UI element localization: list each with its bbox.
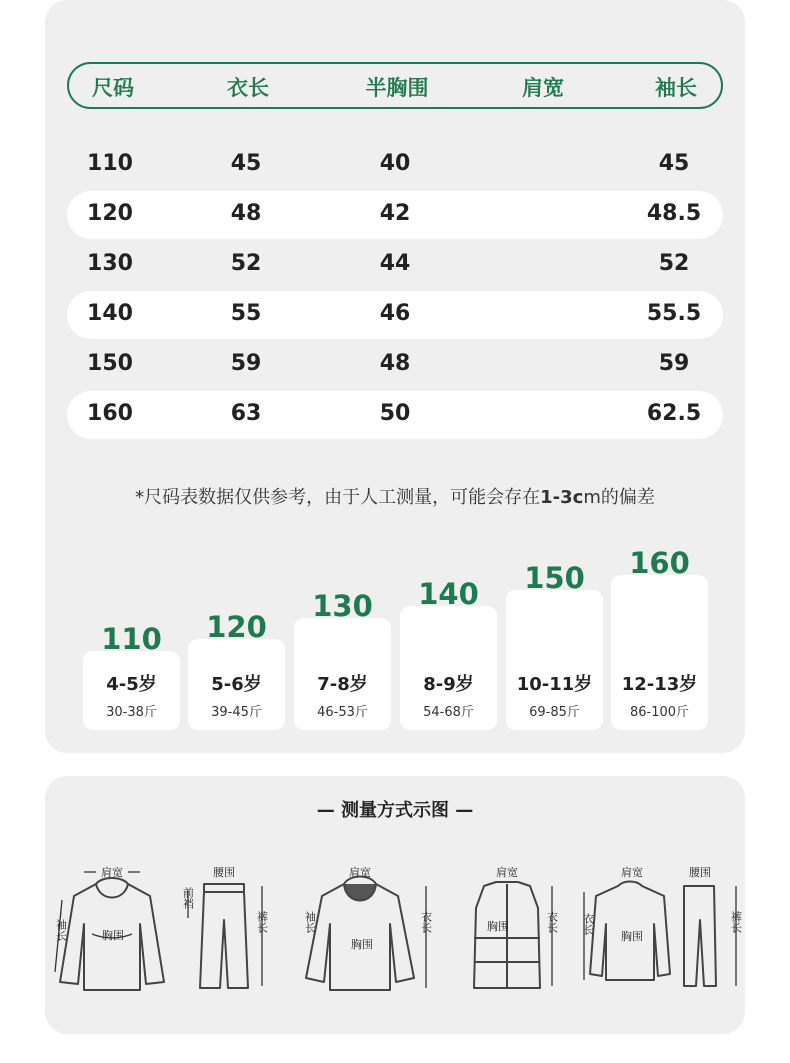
hoodie-icon [52,862,172,997]
svg-text:裤长: 裤长 [255,911,269,933]
disclaimer-note: *尺码表数据仅供参考，由于人工测量，可能会存在1-3cm的偏差 [135,487,655,508]
vest-diagram [456,862,566,997]
table-row [67,391,723,439]
cell-chest: 44 [379,251,411,276]
header-chest: 半胸围 [365,76,429,100]
cell-length: 48 [230,201,262,226]
svg-text:裤长: 裤长 [729,911,743,933]
cell-size: 160 [87,401,133,426]
size-card-140: 140 8-9岁 54-68斤 [400,606,497,730]
header-length: 衣长 [227,76,269,100]
svg-text:胸围: 胸围 [102,929,124,942]
header-sleeve: 袖长 [655,76,697,100]
cell-sleeve: 59 [658,351,690,376]
cell-chest: 46 [379,301,411,326]
cell-sleeve: 52 [658,251,690,276]
svg-text:衣长: 衣长 [545,911,559,933]
cell-size: 130 [87,251,133,276]
cell-length: 45 [230,151,262,176]
table-row [67,341,723,389]
cell-size: 140 [87,301,133,326]
svg-text:肩宽: 肩宽 [349,866,371,879]
pants-diagram [178,862,270,997]
cell-size: 150 [87,351,133,376]
svg-text:衣长: 衣长 [419,911,433,933]
measure-guide-title: — 测量方式示图 — [316,800,474,821]
svg-text:肩宽: 肩宽 [101,866,123,879]
size-card-110: 110 4-5岁 30-38斤 [83,651,180,730]
cell-sleeve: 55.5 [646,301,702,326]
svg-text:袖长: 袖长 [303,911,317,933]
svg-text:袖长: 袖长 [54,919,68,941]
hoodie-diagram [52,862,172,997]
hooded-jacket-diagram [300,862,440,997]
svg-text:肩宽: 肩宽 [621,866,643,879]
size-card-120: 120 5-6岁 39-45斤 [188,639,285,730]
svg-text:胸围: 胸围 [621,930,643,943]
cell-length: 55 [230,301,262,326]
svg-text:前裆: 前裆 [181,887,195,909]
cell-length: 63 [230,401,262,426]
cell-length: 52 [230,251,262,276]
cell-chest: 50 [379,401,411,426]
cell-size: 120 [87,201,133,226]
table-header [67,62,723,109]
table-row [67,141,723,189]
cell-chest: 42 [379,201,411,226]
cell-sleeve: 48.5 [646,201,702,226]
svg-text:胸围: 胸围 [351,938,373,951]
cell-chest: 40 [379,151,411,176]
svg-text:衣长: 衣长 [581,913,595,935]
sweatshirt-pants-diagram [580,862,745,997]
table-row [67,191,723,239]
cell-length: 59 [230,351,262,376]
header-size: 尺码 [92,76,134,100]
cell-sleeve: 62.5 [646,401,702,426]
cell-chest: 48 [379,351,411,376]
svg-text:腰围: 腰围 [689,866,711,879]
size-card-150: 150 10-11岁 69-85斤 [506,590,603,730]
size-card-130: 130 7-8岁 46-53斤 [294,618,391,730]
table-row [67,241,723,289]
header-shoulder: 肩宽 [522,76,564,100]
svg-text:肩宽: 肩宽 [496,866,518,879]
table-row [67,291,723,339]
cell-sleeve: 45 [658,151,690,176]
svg-text:腰围: 腰围 [213,866,235,879]
cell-size: 110 [87,151,133,176]
svg-text:胸围: 胸围 [487,920,509,933]
size-card-160: 160 12-13岁 86-100斤 [611,575,708,730]
